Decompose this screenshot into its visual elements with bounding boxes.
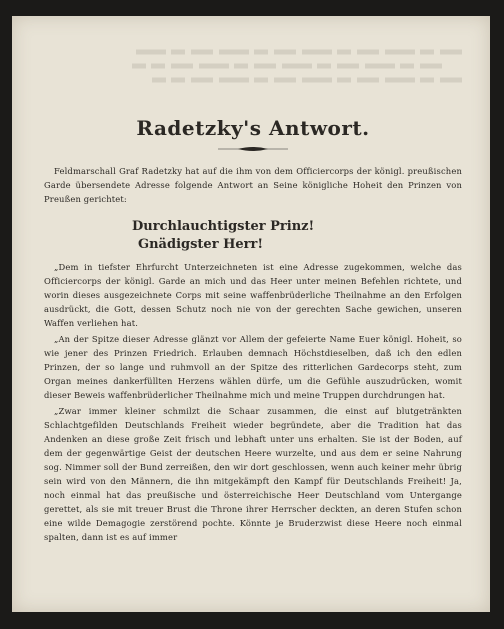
salutation-line-2: Gnädigster Herr!: [138, 237, 264, 252]
salutation-line-1: Durchlauchtigster Prinz!: [132, 219, 315, 234]
paragraph-2: „An der Spitze dieser Adresse glänzt vor Allem der gefeierte Name Euer königl. Hoheit, so wie jener des Prinzen Friedrich. Erlauben demnach Höchstdieselben, daß ich den edlen Prinzen, der so lange und ruhmvoll an der Spitze des ritterlichen Gardecorps steht, zum Organ meines dankerfüllten Herzens wählen dürfe, um die Gefühle auszudrücken, womit dieser Beweis waffenbrüderlicher Theilnahme mich und meine Truppen durchdrungen hat.: [44, 334, 462, 400]
ornamental-rule: [218, 146, 288, 152]
paragraph-1: „Dem in tiefster Ehrfurcht Unterzeichneten ist eine Adresse zugekommen, welche das Officiercorps der königl. Garde an mich und das Heer unter meinen Befehlen richtete, und worin dieses ausgezeichnete Corps mit seine waffenbrüderliche Theilnahme an den Erfolgen ausdrückt, die Gott, dessen Schutz noch nie von der gerechten Sache gewichen, unseren Waffen verliehen hat.: [44, 262, 462, 328]
document-title: Radetzky's Antwort.: [136, 116, 370, 140]
salutation: [132, 218, 462, 254]
paragraph-3: „Zwar immer kleiner schmilzt die Schaar zusammen, die einst auf blutgetränkten Schlachtgefilden Deutschlands Freiheit wieder begründete, aber die Tradition hat das Andenken an diese große Zeit frisch und lebhaft unter uns erhalten. Sie ist der Boden, auf dem der gegenwärtige Geist der deutschen Heere wurzelte, und aus dem er seine Nahrung sog. Nimmer soll der Bund zerreißen, den wir dort geschlossen, wenn auch keiner mehr übrig sein wird von den Männern, die ihn mitgekämpft den Kampf für Deutschlands Freiheit! Ja, noch einmal hat das preußische und österreichische Heer Deutschland vom Untergange gerettet, als sie mit treuer Brust die Throne ihrer Herrscher deckten, an deren Stufen schon eine wilde Demagogie zerstörend pochte. Könnte je Bruderzwist diese Heere noch einmal spalten, dann ist es auf immer: [44, 406, 462, 542]
intro-paragraph: Feldmarschall Graf Radetzky hat auf die ihm von dem Officiercorps der königl. preußischen Garde übersendete Adresse folgende Antwort an Seine königliche Hoheit den Prinzen von Preußen gerichtet:: [44, 166, 462, 204]
document-page: [12, 16, 490, 612]
document-body: [44, 84, 462, 546]
